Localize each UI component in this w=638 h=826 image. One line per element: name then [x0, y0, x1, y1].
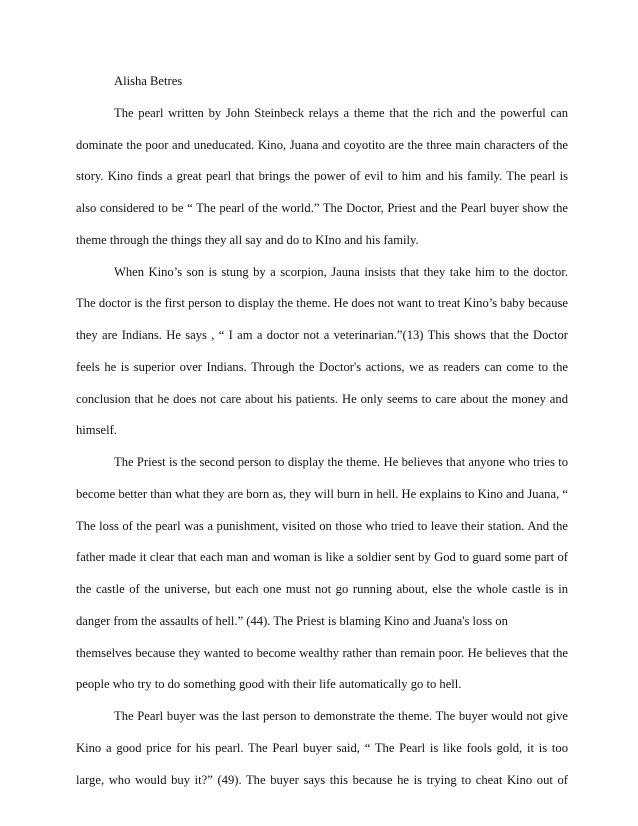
text-line: theme through the things they all say and do to KIno and his family. [76, 232, 419, 247]
text-line: The pearl written by John Steinbeck relays a theme that the rich and the powerful can [114, 105, 568, 120]
text-line: become better than what they are born as, they will burn in hell. He explains to Kino and Juana, “ [76, 486, 568, 501]
text-line: also considered to be “ The pearl of the world.” The Doctor, Priest and the Pearl buyer show the [76, 201, 568, 215]
text-line: conclusion that he does not care about his patients. He only seems to care about the money and [76, 391, 568, 406]
text-line: father made it clear that each man and woman is like a soldier sent by God to guard some part of [76, 550, 568, 565]
text-line: The Priest is the second person to display the theme. He believes that anyone who tries to [114, 455, 568, 469]
essay-body [76, 66, 568, 796]
text-line: dominate the poor and uneducated. Kino, Juana and coyotito are the three main characters of the [76, 137, 568, 152]
author-line: Alisha Betres [114, 74, 183, 88]
text-line: himself. [76, 423, 117, 438]
text-line: large, who would buy it?” (49). The buyer says this because he is trying to cheat Kino out of [76, 772, 568, 787]
text-line: themselves because they wanted to become wealthy rather than remain poor. He believes that the [76, 645, 568, 660]
text-line: they are Indians. He says , “ I am a doctor not a veterinarian.”(13) This shows that the Doctor [76, 328, 568, 342]
text-line: the castle of the universe, but each one must not go running about, else the whole castle is in [76, 582, 568, 596]
text-line: story. Kino finds a great pearl that brings the power of evil to him and his family. The pearl is [76, 169, 568, 184]
text-line: The Pearl buyer was the last person to demonstrate the theme. The buyer would not give [114, 709, 568, 723]
text-line: The doctor is the first person to display the theme. He does not want to treat Kino’s baby because [76, 296, 568, 311]
paragraph-lines [76, 98, 568, 797]
text-line: danger from the assaults of hell.” (44). The Priest is blaming Kino and Juana's loss on [76, 613, 508, 628]
text-line: The loss of the pearl was a punishment, visited on those who tried to leave their station. And the [76, 518, 568, 533]
text-line: When Kino’s son is stung by a scorpion, Jauna insists that they take him to the doctor. [114, 264, 568, 279]
text-line: feels he is superior over Indians. Through the Doctor's actions, we as readers can come to the [76, 359, 568, 374]
text-line: people who try to do something good with their life automatically go to hell. [76, 677, 462, 692]
text-line: Kino a good price for his pearl. The Pearl buyer said, “ The Pearl is like fools gold, it is too [76, 740, 568, 755]
